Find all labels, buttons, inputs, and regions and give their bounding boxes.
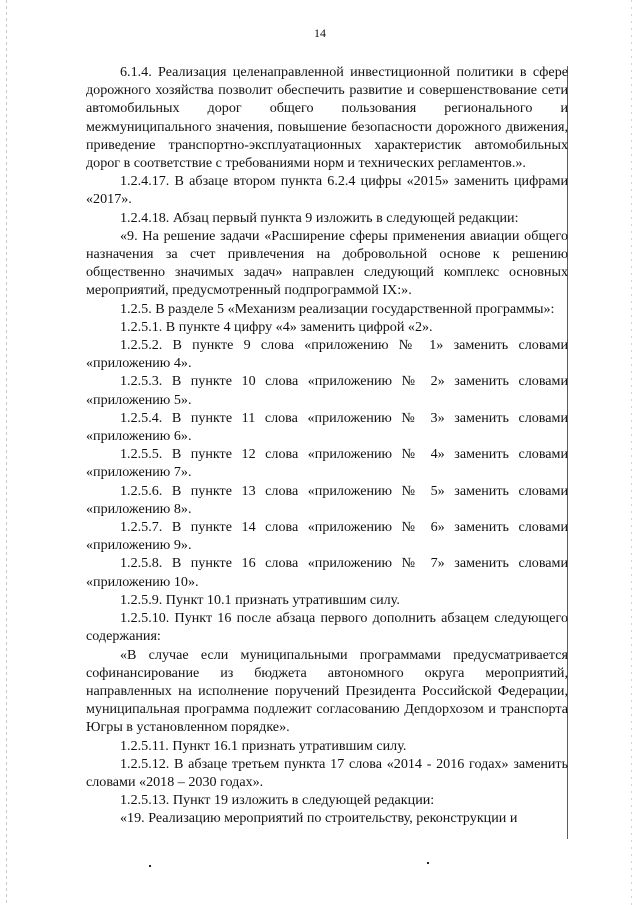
paragraph-1-2-5-4: 1.2.5.4. В пункте 11 слова «приложению № 3» заменить словами «приложению 6».: [86, 409, 568, 445]
paragraph-quote-19: «19. Реализацию мероприятий по строительству, реконструкции и: [120, 810, 518, 827]
scan-edge-right: [631, 0, 632, 905]
paragraph-1-2-5-5: 1.2.5.5. В пункте 12 слова «приложению № 4» заменить словами «приложению 7».: [86, 446, 568, 481]
page-number: 14: [314, 26, 326, 40]
paragraph-1-2-5-13: 1.2.5.13. Пункт 19 изложить в следующей редакции:: [120, 792, 435, 809]
paragraph-6-1-4: 6.1.4. Реализация целенаправленной инвестиционной политики в сфере дорожного хозяйства позволит обеспечить развитие и совершенствование сети автомобильных дорог общего пользования регионального и межмуниципального значения, повышение безопасности дорожного движения, приведение транспортно-эксплуатационных характеристик автомобильных дорог в соответствие с требованиями норм и технических регламентов.».: [86, 64, 568, 172]
paragraph-1-2-5-12: 1.2.5.12. В абзаце третьем пункта 17 слова «2014 - 2016 годах» заменить словами «2018 – 2030 годах».: [86, 755, 568, 790]
paragraph-1-2-4-17: 1.2.4.17. В абзаце втором пункта 6.2.4 цифры «2015» заменить цифрами «2017».: [86, 173, 568, 208]
paragraph-1-2-5-9: 1.2.5.9. Пункт 10.1 признать утратившим силу.: [120, 591, 400, 608]
paragraph-1-2-5-6: 1.2.5.6. В пункте 13 слова «приложению № 5» заменить словами «приложению 8».: [86, 482, 568, 517]
paragraph-1-2-5-7: 1.2.5.7. В пункте 14 слова «приложению № 6» заменить словами «приложению 9».: [86, 519, 568, 554]
paragraph-1-2-5-3: 1.2.5.3. В пункте 10 слова «приложению № 2» заменить словами «приложению 5».: [86, 373, 568, 408]
paragraph-1-2-5-11: 1.2.5.11. Пункт 16.1 признать утратившим силу.: [120, 737, 407, 754]
paragraph-1-2-5-8: 1.2.5.8. В пункте 16 слова «приложению № 7» заменить словами «приложению 10».: [86, 555, 568, 590]
scan-speck: [149, 865, 151, 867]
paragraph-1-2-5-10: 1.2.5.10. Пункт 16 после абзаца первого дополнить абзацем следующего содержания:: [86, 610, 568, 645]
scan-speck: [427, 862, 429, 864]
document-body: [86, 63, 568, 828]
scan-edge-left: [6, 0, 7, 905]
paragraph-quote-cofinancing: «В случае если муниципальными программами предусматривается софинансирование из бюджета автономного округа мероприятий, направленных на исполнение поручений Президента Российской Федерации, муниципальная программа подлежит согласованию Депдорхозом и транспорта Югры в установленном порядке».: [86, 646, 568, 736]
paragraph-quote-9: «9. На решение задачи «Расширение сферы применения авиации общего назначения за счет привлечения на добровольной основе к решению общественно значимых задач» направлен следующий комплекс основных мероприятий, предусмотренный подпрограммой IX:».: [86, 227, 568, 299]
paragraph-1-2-5-2: 1.2.5.2. В пункте 9 слова «приложению № 1» заменить словами «приложению 4».: [86, 337, 568, 372]
paragraph-1-2-5-1: 1.2.5.1. В пункте 4 цифру «4» заменить цифрой «2».: [120, 318, 433, 335]
paragraph-1-2-4-18: 1.2.4.18. Абзац первый пункта 9 изложить в следующей редакции:: [120, 209, 519, 226]
paragraph-1-2-5: 1.2.5. В разделе 5 «Механизм реализации государственной программы»:: [120, 300, 555, 317]
